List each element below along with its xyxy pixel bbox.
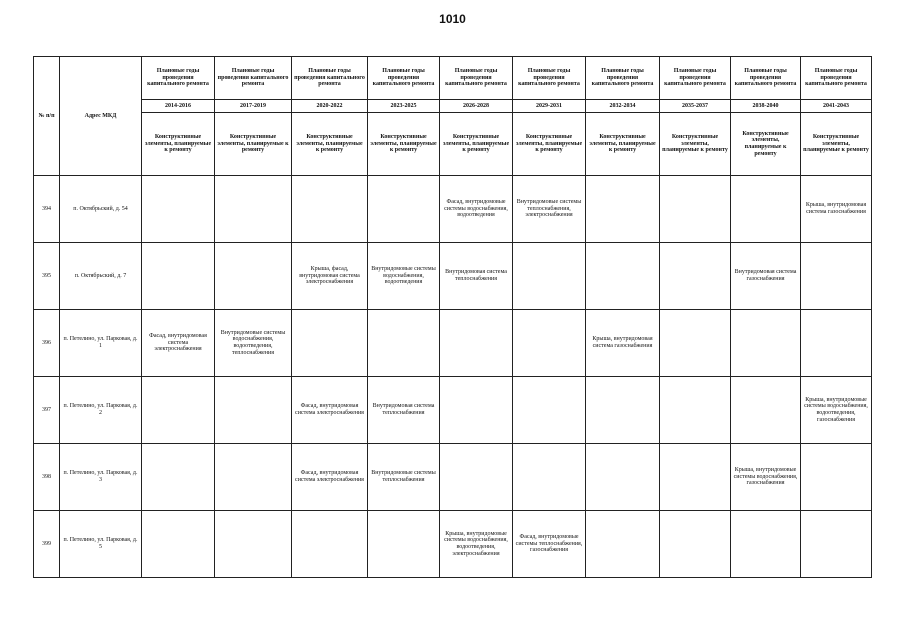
header-row-elements (34, 113, 872, 176)
row-number: 399 (34, 511, 60, 578)
period-label-9: Плановые годы проведения капитального ремонта (731, 57, 801, 100)
repair-elements-cell: Фасад, внутридомовая система электроснабжения (292, 444, 368, 511)
row-number: 394 (34, 176, 60, 243)
repair-elements-cell (660, 310, 731, 377)
period-years-7: 2032-2034 (586, 100, 660, 113)
repair-elements-cell: Крыша, внутридомовая система газоснабжения (586, 310, 660, 377)
repair-elements-cell: Внутридомовая система теплоснабжения (440, 243, 513, 310)
period-years-1: 2014-2016 (142, 100, 215, 113)
elements-label-9: Конструктивные элементы, планируемые к ремонту (731, 113, 801, 176)
table-row (34, 444, 872, 511)
repair-elements-cell: Крыша, внутридомовая система газоснабжения (801, 176, 872, 243)
repair-elements-cell (513, 444, 586, 511)
elements-label-1: Конструктивные элементы, планируемые к ремонту (142, 113, 215, 176)
repair-elements-cell (440, 377, 513, 444)
repair-elements-cell: Крыша, фасад, внутридомовая система электроснабжения (292, 243, 368, 310)
repair-elements-cell (292, 511, 368, 578)
repair-elements-cell (215, 377, 292, 444)
table-row (34, 176, 872, 243)
row-address: п. Октябрьский, д. 54 (60, 176, 142, 243)
repair-elements-cell (513, 377, 586, 444)
repair-elements-cell (215, 243, 292, 310)
repair-elements-cell (142, 444, 215, 511)
repair-elements-cell: Фасад, внутридомовая система электроснабжения (292, 377, 368, 444)
table-row (34, 377, 872, 444)
period-label-4: Плановые годы проведения капитального ремонта (368, 57, 440, 100)
repair-elements-cell (368, 176, 440, 243)
table-row (34, 310, 872, 377)
period-years-4: 2023-2025 (368, 100, 440, 113)
repair-schedule-table (33, 56, 872, 578)
repair-elements-cell (660, 444, 731, 511)
period-years-9: 2038-2040 (731, 100, 801, 113)
row-number: 396 (34, 310, 60, 377)
repair-elements-cell: Крыша, внутридомовые системы водоснабжения, водоотведения, газоснабжения (801, 377, 872, 444)
repair-elements-cell: Внутридомовая система газоснабжения (731, 243, 801, 310)
row-number: 398 (34, 444, 60, 511)
repair-elements-cell (440, 444, 513, 511)
repair-elements-cell: Фасад, внутридомовые системы водоснабжения, водоотведения (440, 176, 513, 243)
period-years-6: 2029-2031 (513, 100, 586, 113)
period-label-5: Плановые годы проведения капитального ремонта (440, 57, 513, 100)
repair-elements-cell: Крыша, внутридомовые системы водоснабжения, водоотведения, электроснабжения (440, 511, 513, 578)
elements-label-10: Конструктивные элементы, планируемые к ремонту (801, 113, 872, 176)
repair-elements-cell (586, 176, 660, 243)
repair-elements-cell (142, 377, 215, 444)
repair-elements-cell: Крыша, внутридомовые системы водоснабжения, газоснабжения (731, 444, 801, 511)
repair-elements-cell (142, 176, 215, 243)
elements-label-4: Конструктивные элементы, планируемые к ремонту (368, 113, 440, 176)
repair-elements-cell (586, 511, 660, 578)
column-header-address: Адрес МКД (60, 57, 142, 176)
row-address: п. Октябрьский, д. 7 (60, 243, 142, 310)
repair-elements-cell (586, 243, 660, 310)
repair-elements-cell (660, 176, 731, 243)
row-address: п. Петелино, ул. Парковая, д. 1 (60, 310, 142, 377)
elements-label-5: Конструктивные элементы, планируемые к ремонту (440, 113, 513, 176)
repair-elements-cell: Внутридомовые системы теплоснабжения, электроснабжения (513, 176, 586, 243)
repair-elements-cell (801, 511, 872, 578)
period-label-8: Плановые годы проведения капитального ремонта (660, 57, 731, 100)
repair-elements-cell (801, 310, 872, 377)
row-address: п. Петелино, ул. Парковая, д. 2 (60, 377, 142, 444)
repair-elements-cell (368, 310, 440, 377)
repair-elements-cell (586, 444, 660, 511)
period-label-2: Плановые годы проведения капитального ремонта (215, 57, 292, 100)
repair-elements-cell (660, 511, 731, 578)
elements-label-2: Конструктивные элементы, планируемые к ремонту (215, 113, 292, 176)
row-number: 395 (34, 243, 60, 310)
period-years-10: 2041-2043 (801, 100, 872, 113)
repair-elements-cell (513, 243, 586, 310)
repair-elements-cell (292, 310, 368, 377)
repair-elements-cell: Внутридомовые системы теплоснабжения (368, 444, 440, 511)
elements-label-3: Конструктивные элементы, планируемые к ремонту (292, 113, 368, 176)
repair-elements-cell (215, 511, 292, 578)
table-row (34, 243, 872, 310)
table-row (34, 511, 872, 578)
repair-elements-cell (215, 444, 292, 511)
period-years-3: 2020-2022 (292, 100, 368, 113)
column-header-num: № п/п (34, 57, 60, 176)
row-address: п. Петелино, ул. Парковая, д. 3 (60, 444, 142, 511)
period-years-2: 2017-2019 (215, 100, 292, 113)
period-label-1: Плановые годы проведения капитального ремонта (142, 57, 215, 100)
period-label-3: Плановые годы проведения капитального ремонта (292, 57, 368, 100)
repair-elements-cell (292, 176, 368, 243)
page-number: 1010 (439, 12, 466, 26)
elements-label-8: Конструктивные элементы, планируемые к ремонту (660, 113, 731, 176)
period-label-10: Плановые годы проведения капитального ремонта (801, 57, 872, 100)
header-row-periods-label (34, 57, 872, 100)
repair-elements-cell (731, 310, 801, 377)
repair-elements-cell (731, 511, 801, 578)
period-label-7: Плановые годы проведения капитального ремонта (586, 57, 660, 100)
row-address: п. Петелино, ул. Парковая, д. 5 (60, 511, 142, 578)
period-years-5: 2026-2028 (440, 100, 513, 113)
repair-elements-cell: Фасад, внутридомовая система электроснабжения (142, 310, 215, 377)
repair-elements-cell (801, 444, 872, 511)
elements-label-6: Конструктивные элементы, планируемые к ремонту (513, 113, 586, 176)
repair-elements-cell: Внутридомовые системы водоснабжения, водоотведения, теплоснабжения (215, 310, 292, 377)
period-label-6: Плановые годы проведения капитального ремонта (513, 57, 586, 100)
repair-elements-cell: Внутридомовые системы водоснабжения, водоотведения (368, 243, 440, 310)
repair-elements-cell (660, 243, 731, 310)
repair-elements-cell (660, 377, 731, 444)
header-row-periods (34, 100, 872, 113)
repair-elements-cell (586, 377, 660, 444)
repair-elements-cell (801, 243, 872, 310)
elements-label-7: Конструктивные элементы, планируемые к ремонту (586, 113, 660, 176)
row-number: 397 (34, 377, 60, 444)
repair-elements-cell: Фасад, внутридомовые системы теплоснабжения, газоснабжения (513, 511, 586, 578)
period-years-8: 2035-2037 (660, 100, 731, 113)
repair-elements-cell (731, 377, 801, 444)
repair-elements-cell: Внутридомовая система теплоснабжения (368, 377, 440, 444)
repair-elements-cell (142, 511, 215, 578)
repair-elements-cell (731, 176, 801, 243)
repair-elements-cell (142, 243, 215, 310)
repair-elements-cell (368, 511, 440, 578)
repair-elements-cell (513, 310, 586, 377)
repair-elements-cell (215, 176, 292, 243)
repair-elements-cell (440, 310, 513, 377)
